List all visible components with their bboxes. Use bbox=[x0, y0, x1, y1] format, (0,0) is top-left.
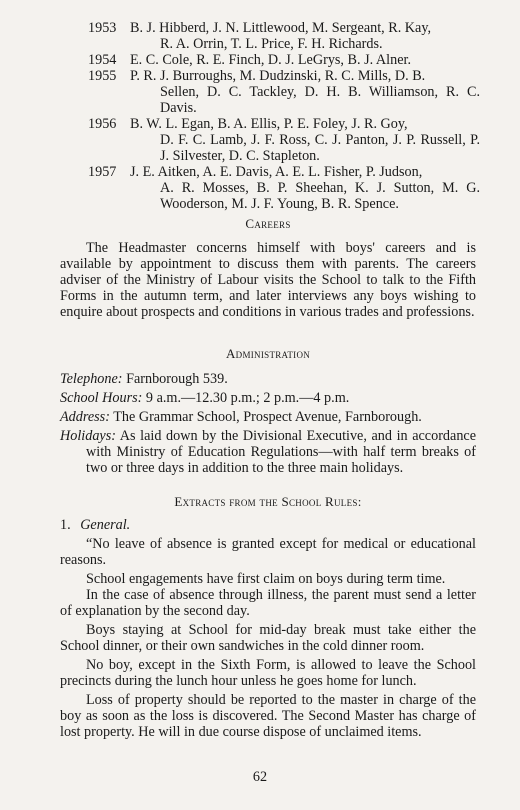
alumni-names-line: B. W. L. Egan, B. A. Ellis, P. E. Foley, J. R. Goy, bbox=[130, 116, 408, 132]
hours-label: School Hours: bbox=[60, 390, 143, 406]
careers-text: The Headmaster concerns himself with boys' careers and is available by appointment to discuss them with parents. The careers adviser of the Ministry of Labour visits the School to talk to the Fifth Forms in the autumn term, and later interviews any boys wishing to enquire about prospects and conditions in various trades and professions. bbox=[60, 240, 476, 320]
alumni-year: 1954 bbox=[88, 52, 117, 68]
alumni-list bbox=[88, 20, 480, 212]
page-number: 62 bbox=[252, 769, 268, 785]
alumni-names-line: B. J. Hibberd, J. N. Littlewood, M. Sergeant, R. Kay, bbox=[130, 20, 432, 36]
alumni-row bbox=[88, 164, 480, 212]
alumni-year: 1953 bbox=[88, 20, 117, 36]
alumni-year: 1956 bbox=[88, 116, 117, 132]
alumni-row bbox=[88, 20, 480, 52]
alumni-names-continued: Sellen, D. C. Tackley, D. H. B. Williamson, R. C. Davis. bbox=[160, 84, 480, 116]
holidays-line bbox=[60, 428, 476, 476]
address-line bbox=[60, 409, 476, 425]
address-value: The Grammar School, Prospect Avenue, Farnborough. bbox=[113, 409, 422, 425]
rules-paragraph: Loss of property should be reported to the master in charge of the boy as soon as the loss is discovered. The Second Master has charge of lost property. He will in due course dispose of unclaimed items. bbox=[60, 692, 476, 740]
careers-section bbox=[60, 216, 476, 320]
rules-paragraph: “No leave of absence is granted except for medical or educational reasons. bbox=[60, 536, 476, 568]
alumni-row bbox=[88, 68, 480, 116]
holidays-label: Holidays: bbox=[60, 428, 116, 444]
rules-subsection-title bbox=[60, 517, 476, 533]
rules-section bbox=[60, 494, 476, 740]
rules-paragraph: No boy, except in the Sixth Form, is allowed to leave the School precincts during the lunch hour unless he goes home for lunch. bbox=[60, 657, 476, 689]
alumni-names bbox=[130, 116, 480, 164]
alumni-names bbox=[130, 68, 480, 116]
alumni-names bbox=[130, 164, 480, 212]
alumni-names-line: E. C. Cole, R. E. Finch, D. J. LeGrys, B. J. Alner. bbox=[130, 52, 411, 68]
alumni-names-continued: A. R. Mosses, B. P. Sheehan, K. J. Sutton, M. G. Wooderson, M. J. F. Young, B. R. Spence. bbox=[160, 180, 480, 212]
administration-section bbox=[60, 346, 476, 476]
rules-section-title: General. bbox=[80, 517, 131, 533]
rules-paragraph: School engagements have first claim on boys during term time. bbox=[86, 571, 446, 587]
hours-line bbox=[60, 390, 476, 406]
rules-section-number: 1. bbox=[60, 517, 71, 533]
alumni-names bbox=[130, 20, 480, 52]
careers-heading: Careers bbox=[245, 216, 291, 231]
administration-heading: Administration bbox=[225, 346, 311, 361]
rules-heading: Extracts from the School Rules: bbox=[174, 494, 362, 509]
telephone-line bbox=[60, 371, 476, 387]
telephone-value: Farnborough 539. bbox=[126, 371, 228, 387]
alumni-row bbox=[88, 116, 480, 164]
address-label: Address: bbox=[60, 409, 110, 425]
alumni-row bbox=[88, 52, 480, 68]
alumni-names-continued: R. A. Orrin, T. L. Price, F. H. Richards. bbox=[160, 36, 383, 52]
alumni-year: 1955 bbox=[88, 68, 117, 84]
alumni-names-line: J. E. Aitken, A. E. Davis, A. E. L. Fisher, P. Judson, bbox=[130, 164, 423, 180]
rules-paragraph: Boys staying at School for mid-day break must take either the School dinner, or their own sandwiches in the cold dinner room. bbox=[60, 622, 476, 654]
alumni-names-continued: D. F. C. Lamb, J. F. Ross, C. J. Panton, J. P. Russell, P. J. Silvester, D. C. Stapleton. bbox=[160, 132, 480, 164]
alumni-names bbox=[130, 52, 480, 68]
hours-value: 9 a.m.—12.30 p.m.; 2 p.m.—4 p.m. bbox=[145, 390, 350, 406]
holidays-value: As laid down by the Divisional Executive, and in accordance with Ministry of Education Regulations—with half term breaks of two or three days in addition to the three main holidays. bbox=[86, 428, 477, 476]
telephone-label: Telephone: bbox=[60, 371, 123, 387]
alumni-year: 1957 bbox=[88, 164, 117, 180]
rules-paragraph: In the case of absence through illness, the parent must send a letter of explanation by the second day. bbox=[60, 587, 476, 619]
alumni-names-line: P. R. J. Burroughs, M. Dudzinski, R. C. Mills, D. B. bbox=[130, 68, 426, 84]
